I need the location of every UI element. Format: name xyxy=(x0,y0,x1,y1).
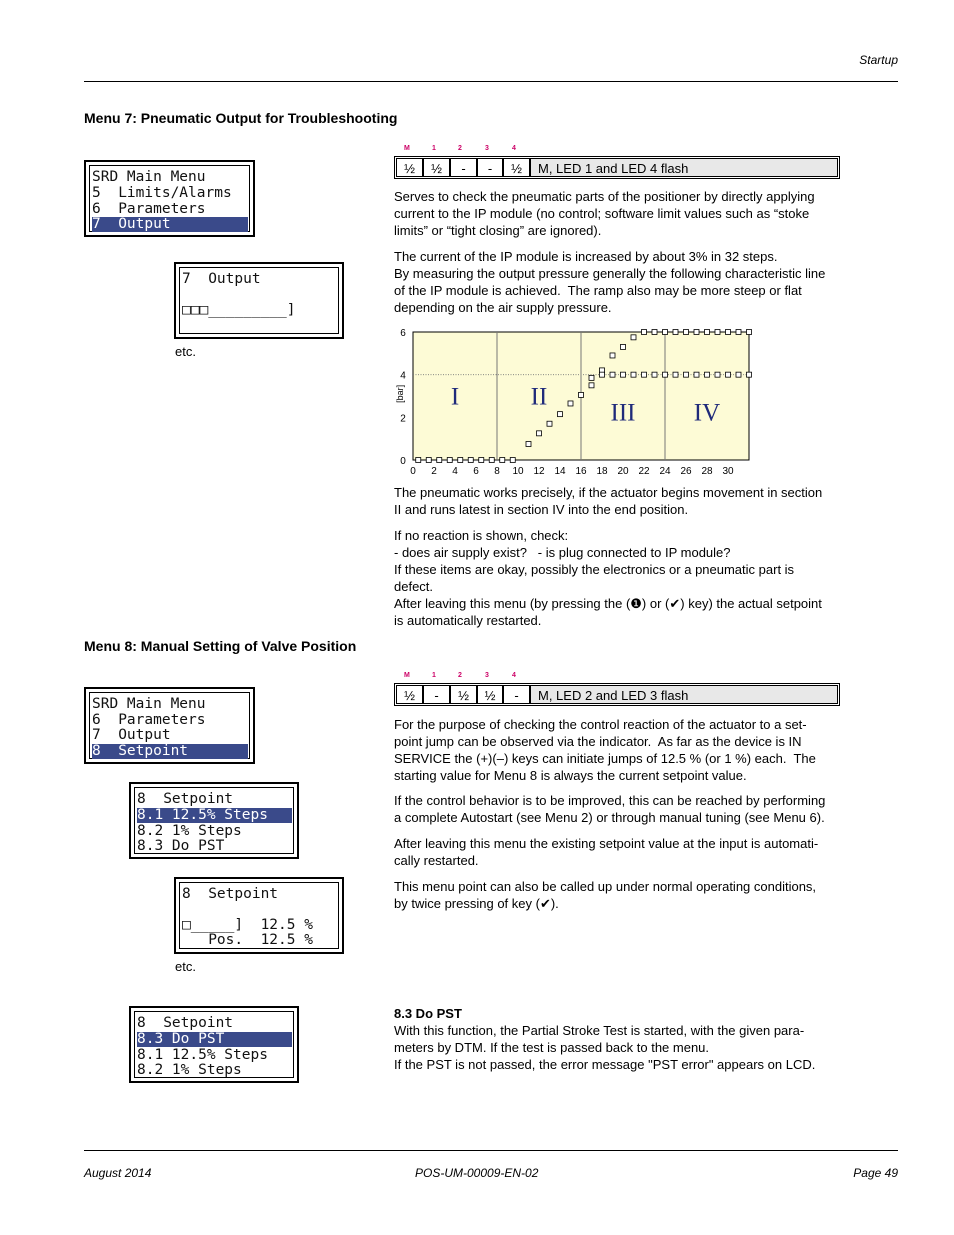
data-point xyxy=(526,442,531,447)
data-point xyxy=(642,330,647,335)
led-label: 3 xyxy=(485,145,489,152)
footer-page: Page 49 xyxy=(853,1166,898,1180)
data-point xyxy=(694,330,699,335)
data-point xyxy=(621,344,626,349)
section-label: II xyxy=(530,383,548,411)
x-tick-label: 16 xyxy=(575,466,587,477)
y-tick-label: 0 xyxy=(400,456,406,467)
x-tick-label: 26 xyxy=(680,466,692,477)
x-tick-label: 12 xyxy=(533,466,545,477)
menu7-title: Menu 7: Pneumatic Output for Troubleshooting xyxy=(84,110,398,126)
x-tick-label: 18 xyxy=(596,466,608,477)
menu7-paragraph-4: If no reaction is shown, check: - does air supply exist? - is plug connected to IP module? If these items are okay, possibly the electronics or a pneumatic part is defect. After leaving this menu (by pressing the (❶) or (✔) key) the actual setpoint is automatically restarted. xyxy=(394,528,822,628)
data-point xyxy=(747,330,752,335)
data-point xyxy=(663,330,668,335)
data-point xyxy=(610,372,615,377)
menu7-paragraph-1: Serves to check the pneumatic parts of the positioner by directly applying current to the IP module (no control; software limit values such as “stoke limits” or “tight closing” are ignored). xyxy=(394,189,815,238)
led-cell: ½ xyxy=(503,158,530,177)
led-label: 3 xyxy=(485,672,489,679)
data-point xyxy=(437,458,442,463)
data-point xyxy=(547,421,552,426)
led-cell: ½ xyxy=(423,158,450,177)
data-point xyxy=(458,458,463,463)
data-point xyxy=(631,335,636,340)
led-cell: - xyxy=(503,685,530,704)
data-point xyxy=(705,330,710,335)
lcd-main-menu-8 xyxy=(84,687,255,764)
led-table-7 xyxy=(394,156,840,179)
led-description: M, LED 1 and LED 4 flash xyxy=(530,158,838,177)
data-point xyxy=(447,458,452,463)
data-point xyxy=(426,458,431,463)
led-description: M, LED 2 and LED 3 flash xyxy=(530,685,838,704)
data-point xyxy=(673,330,678,335)
pst-title: 8.3 Do PST xyxy=(394,1006,462,1021)
lcd-line: 8 Setpoint xyxy=(137,1015,234,1031)
lcd-output xyxy=(174,262,344,339)
data-point xyxy=(684,330,689,335)
led-label: M xyxy=(404,672,410,679)
lcd-line: SRD Main Menu xyxy=(92,696,206,712)
led-label: 4 xyxy=(512,145,516,152)
led-label: 2 xyxy=(458,145,462,152)
lcd-line-selected: 8.3 Do PST xyxy=(137,1032,292,1047)
menu7-paragraph-3: The pneumatic works precisely, if the actuator begins movement in section II and runs latest in section IV into the end position. xyxy=(394,485,823,517)
led-cell: ½ xyxy=(396,158,423,177)
lcd-line: Pos. 12.5 % xyxy=(182,932,313,948)
data-point xyxy=(736,372,741,377)
section-label: III xyxy=(610,399,636,427)
led-label: 2 xyxy=(458,672,462,679)
section-label: I xyxy=(450,383,460,411)
x-tick-label: 28 xyxy=(701,466,713,477)
data-point xyxy=(715,372,720,377)
data-point xyxy=(589,375,594,380)
data-point xyxy=(652,330,657,335)
data-point xyxy=(642,372,647,377)
lcd-do-pst xyxy=(129,1006,299,1083)
y-tick-label: 2 xyxy=(400,413,406,425)
data-point xyxy=(684,372,689,377)
lcd-line: 6 Parameters xyxy=(92,201,206,217)
menu7-paragraph-2: The current of the IP module is increased by about 3% in 32 steps. By measuring the output pressure generally the following characteristic line of the IP module is achieved. The ramp also may be more steep or flat depending on the air supply pressure. xyxy=(394,249,826,315)
section-label: IV xyxy=(693,399,721,427)
footer-date: August 2014 xyxy=(84,1166,152,1180)
led-cell: ½ xyxy=(450,685,477,704)
etc-label: etc. xyxy=(175,344,196,359)
lcd-line: SRD Main Menu xyxy=(92,169,206,185)
lcd-line: 8.1 12.5% Steps xyxy=(137,1047,268,1063)
data-point xyxy=(600,372,605,377)
menu8-paragraph-1: For the purpose of checking the control reaction of the actuator to a set- point jump can be observed via the indicator. As far as the device is IN SERVICE the (+)(–) keys can initiate jumps of 12.5 % (or 1 %) each. The starting value for Menu 8 is always the current setpoint value. xyxy=(394,717,816,783)
led-cell: ½ xyxy=(396,685,423,704)
led-label: 4 xyxy=(512,672,516,679)
data-point xyxy=(568,401,573,406)
lcd-line: 7 Output xyxy=(92,727,171,743)
data-point xyxy=(537,431,542,436)
lcd-line: 8 Setpoint xyxy=(182,886,279,902)
x-tick-label: 24 xyxy=(659,466,671,477)
menu8-paragraph-2: If the control behavior is to be improved, this can be reached by performing a complete Autostart (see Menu 2) or through manual tuning (see Menu 6). xyxy=(394,793,826,825)
lcd-setpoint-value xyxy=(174,877,344,954)
led-cell: - xyxy=(477,158,503,177)
led-label: M xyxy=(404,145,410,152)
data-point xyxy=(747,372,752,377)
menu8-paragraph-3: After leaving this menu the existing setpoint value at the input is automati- cally restarted. xyxy=(394,836,819,868)
data-point xyxy=(663,372,668,377)
x-tick-label: 10 xyxy=(512,466,524,477)
lcd-main-menu-7 xyxy=(84,160,255,237)
led-cell: - xyxy=(423,685,450,704)
y-axis-label: [bar] xyxy=(395,384,405,403)
x-tick-label: 20 xyxy=(617,466,629,477)
data-point xyxy=(673,372,678,377)
data-point xyxy=(705,372,710,377)
data-point xyxy=(694,372,699,377)
led-header-7 xyxy=(394,145,534,155)
pst-paragraph: With this function, the Partial Stroke Test is started, with the given para- meters by DTM. If the test is passed back to the menu. If the PST is not passed, the error message "PST error" appears on LCD. xyxy=(394,1023,816,1072)
led-label: 1 xyxy=(432,672,436,679)
data-point xyxy=(652,372,657,377)
x-tick-label: 6 xyxy=(473,466,479,477)
lcd-line-selected: 7 Output xyxy=(92,217,248,232)
led-cell: ½ xyxy=(477,685,503,704)
lcd-line: 8 Setpoint xyxy=(137,791,234,807)
data-point xyxy=(489,458,494,463)
x-tick-label: 14 xyxy=(554,466,566,477)
lcd-line: 5 Limits/Alarms xyxy=(92,185,232,201)
x-tick-label: 2 xyxy=(431,466,437,477)
data-point xyxy=(589,383,594,388)
data-point xyxy=(416,458,421,463)
x-tick-label: 30 xyxy=(722,466,734,477)
data-point xyxy=(510,458,515,463)
data-point xyxy=(610,353,615,358)
led-table-8 xyxy=(394,683,840,706)
menu8-paragraph-4: This menu point can also be called up under normal operating conditions, by twice pressing of key (✔). xyxy=(394,879,817,911)
y-tick-label: 4 xyxy=(400,370,406,382)
led-header-8 xyxy=(394,672,534,682)
data-point xyxy=(726,330,731,335)
etc-label: etc. xyxy=(175,959,196,974)
data-point xyxy=(631,372,636,377)
led-cell: - xyxy=(450,158,477,177)
lcd-line: 7 Output xyxy=(182,271,261,287)
lcd-line-selected: 8.1 12.5% Steps xyxy=(137,808,292,823)
lcd-line: □_____] 12.5 % xyxy=(182,917,313,933)
y-tick-label: 6 xyxy=(400,328,406,339)
lcd-line: 8.2 1% Steps xyxy=(137,823,242,839)
x-tick-label: 4 xyxy=(452,466,458,477)
data-point xyxy=(579,392,584,397)
footer-rule xyxy=(84,1150,898,1151)
header-rule xyxy=(84,81,898,82)
lcd-setpoint-submenu xyxy=(129,782,299,859)
lcd-line: 8.2 1% Steps xyxy=(137,1062,242,1078)
x-tick-label: 22 xyxy=(638,466,650,477)
data-point xyxy=(479,458,484,463)
lcd-line: 8.3 Do PST xyxy=(137,838,225,854)
x-tick-label: 8 xyxy=(494,466,500,477)
data-point xyxy=(621,372,626,377)
data-point xyxy=(736,330,741,335)
data-point xyxy=(500,458,505,463)
lcd-output-bar: □□□_________] xyxy=(182,302,296,318)
x-tick-label: 0 xyxy=(410,466,416,477)
footer-doc-id: POS-UM-00009-EN-02 xyxy=(415,1166,539,1180)
menu8-title: Menu 8: Manual Setting of Valve Position xyxy=(84,638,357,654)
lcd-line-selected: 8 Setpoint xyxy=(92,744,248,759)
led-label: 1 xyxy=(432,145,436,152)
data-point xyxy=(726,372,731,377)
header-section: Startup xyxy=(859,53,898,67)
ip-module-characteristic-chart xyxy=(394,324,758,480)
data-point xyxy=(558,412,563,417)
data-point xyxy=(468,458,473,463)
lcd-line: 6 Parameters xyxy=(92,712,206,728)
data-point xyxy=(715,330,720,335)
